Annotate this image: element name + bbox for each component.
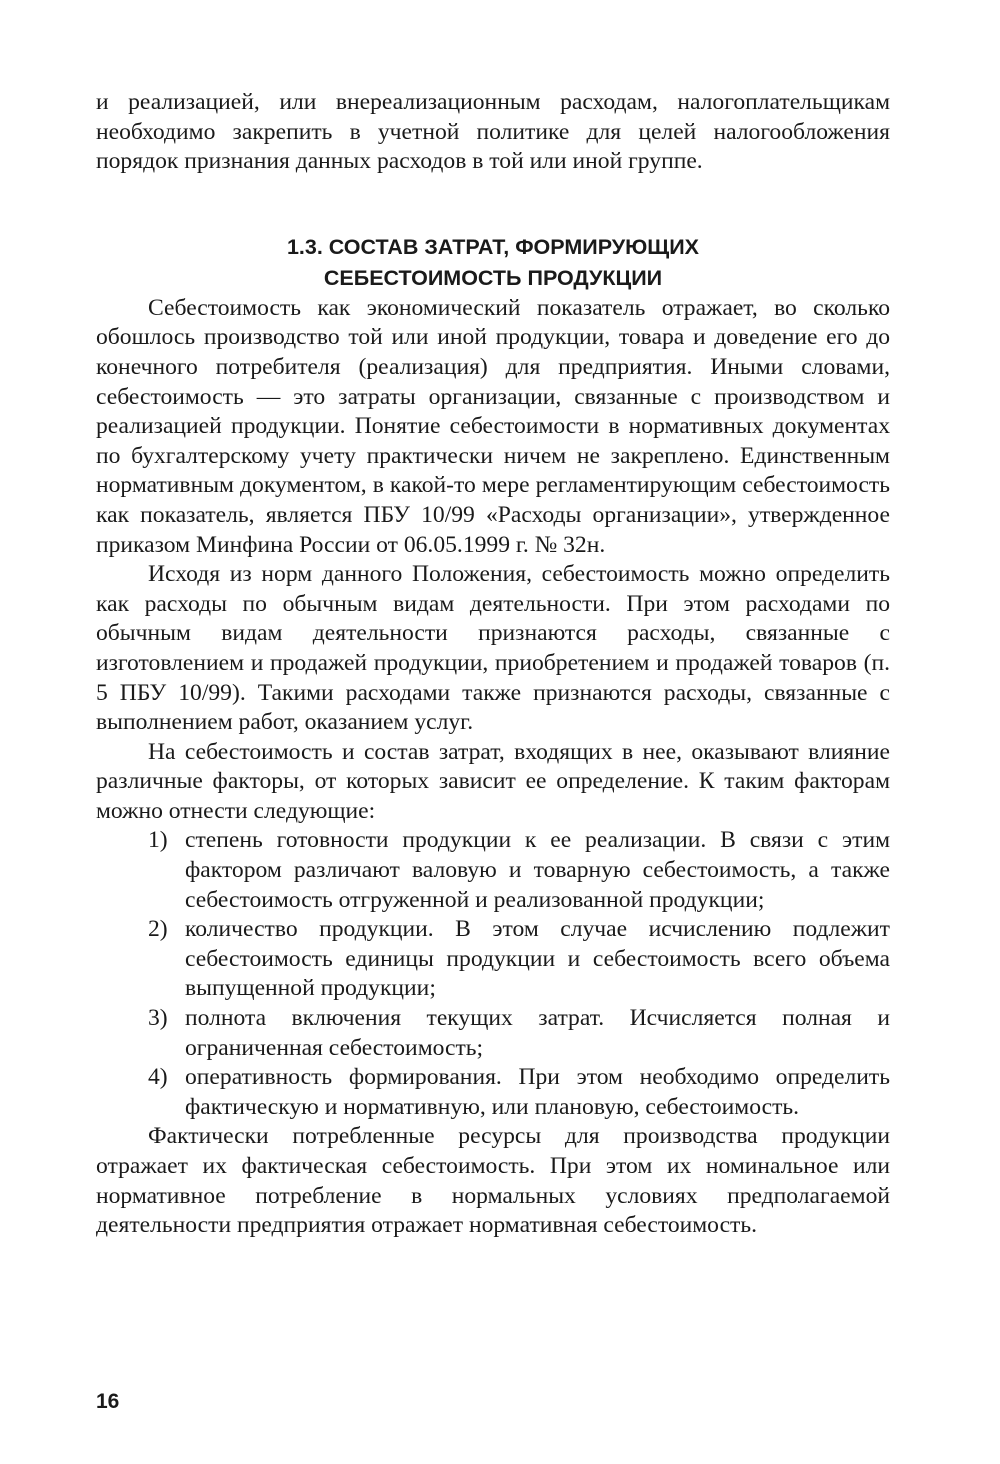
section-heading-line-1: 1.3. СОСТАВ ЗАТРАТ, ФОРМИРУЮЩИХ bbox=[286, 234, 700, 259]
factors-list bbox=[96, 826, 890, 1122]
list-item-number: 3) bbox=[148, 1005, 168, 1032]
paragraph-definition: Себестоимость как экономический показатель отражает, во сколько обошлось производство той или иной продукции, товара и доведение его до конечного потребителя (реализация) для предприятия. Иными словами, себестоимость — это затраты организации, связанные с производством и реализацией продукции. Понятие себестоимости в нормативных документах по бухгалтерскому учету практически ничем не закреплено. Единственным нормативным документом, в какой-то мере регламентирующим себестоимость как показатель, является ПБУ 10/99 «Расходы организации», утвержденное приказом Минфина России от 06.05.1999 г. № 32н. bbox=[96, 294, 890, 558]
closing-paragraph: Фактически потребленные ресурсы для производства продукции отражает их фактическая себестоимость. При этом их номинальное или нормативное потребление в нормальных условиях предполагаемой деятельности предприятия отражает нормативная себестоимость. bbox=[96, 1123, 890, 1239]
text-block bbox=[96, 88, 890, 1241]
list-item-number: 4) bbox=[148, 1064, 168, 1091]
list-item-number: 2) bbox=[148, 916, 168, 943]
list-item bbox=[96, 1004, 890, 1063]
continuation-paragraph: и реализацией, или внереализационным расходам, налогоплательщикам необходимо закрепить в учетной политике для целей налогообложения порядок признания данных расходов в той или иной группе. bbox=[96, 89, 890, 175]
section-heading bbox=[96, 232, 890, 294]
list-item bbox=[96, 1063, 890, 1122]
list-item bbox=[96, 826, 890, 915]
paragraph-factors-intro: На себестоимость и состав затрат, входящих в нее, оказывают влияние различные факторы, от которых зависит ее определение. К таким факторам можно отнести следующие: bbox=[96, 738, 890, 824]
paragraph-regulation: Исходя из норм данного Положения, себестоимость можно определить как расходы по обычным видам деятельности. При этом расходами по обычным видам деятельности признаются расходы, связанные с изготовлением и продажей продукции, приобретением и продажей товаров (п. 5 ПБУ 10/99). Такими расходами также признаются расходы, связанные с выполнением работ, оказанием услуг. bbox=[96, 561, 890, 736]
list-item-text: полнота включения текущих затрат. Исчисляется полная и ограниченная себестоимость; bbox=[185, 1005, 890, 1061]
list-item-number: 1) bbox=[148, 827, 168, 854]
list-item-text: оперативность формирования. При этом необходимо определить фактическую и нормативную, или плановую, себестоимость. bbox=[185, 1064, 890, 1120]
section-heading-line-2: СЕБЕСТОИМОСТЬ ПРОДУКЦИИ bbox=[323, 265, 663, 290]
page-number: 16 bbox=[96, 1390, 120, 1413]
list-item-text: количество продукции. В этом случае исчислению подлежит себестоимость единицы продукции и себестоимость всего объема выпущенной продукции; bbox=[185, 916, 890, 1002]
list-item bbox=[96, 915, 890, 1004]
list-item-text: степень готовности продукции к ее реализации. В связи с этим фактором различают валовую и товарную себестоимость, а также себестоимость отгруженной и реализованной продукции; bbox=[185, 827, 890, 913]
